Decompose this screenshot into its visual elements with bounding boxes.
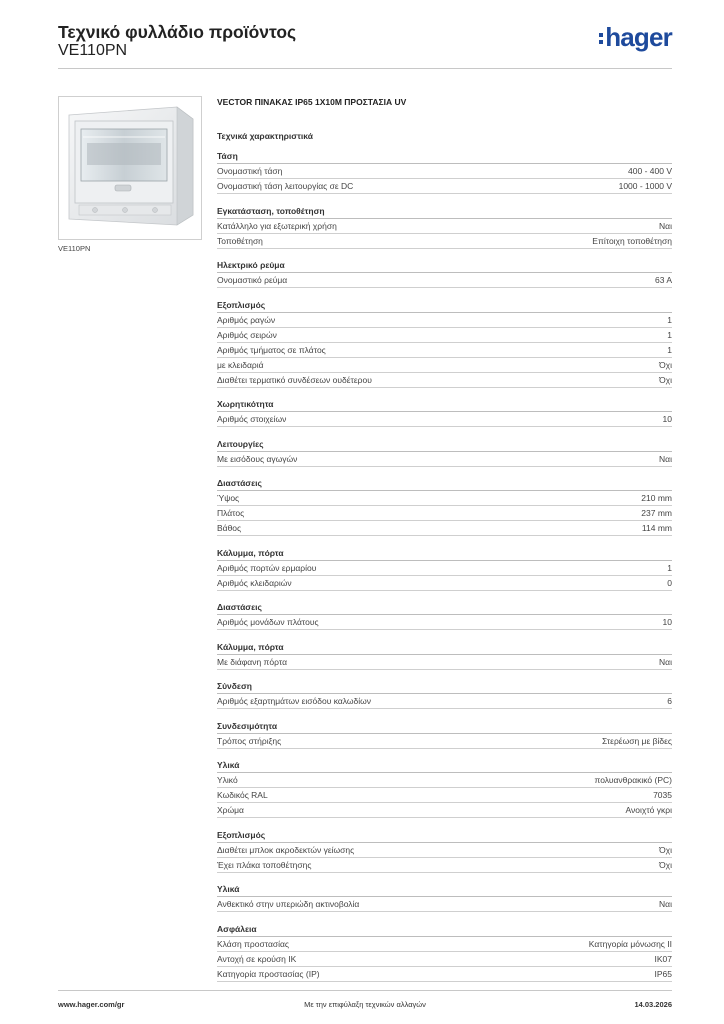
spec-value: Όχι <box>659 359 672 370</box>
spec-section <box>217 438 672 467</box>
spec-label: Πλάτος <box>217 508 245 518</box>
product-name: VECTOR ΠΙΝΑΚΑΣ IP65 1X10M ΠΡΟΣΤΑΣΙΑ UV <box>217 97 407 107</box>
spec-label: Βάθος <box>217 523 242 533</box>
section-title: Εξοπλισμός <box>217 299 672 313</box>
spec-label: Υλικό <box>217 775 238 785</box>
spec-label: Τοποθέτηση <box>217 235 263 246</box>
spec-row <box>217 358 672 373</box>
spec-value: 1000 - 1000 V <box>618 181 672 191</box>
spec-value: Όχι <box>659 374 672 385</box>
spec-section <box>217 477 672 536</box>
spec-value: IP65 <box>654 968 672 979</box>
spec-row <box>217 521 672 536</box>
spec-label: Ονομαστική τάση <box>217 166 283 176</box>
spec-row <box>217 788 672 803</box>
spec-row <box>217 373 672 388</box>
hager-logo <box>599 24 672 54</box>
section-title: Ηλεκτρικό ρεύμα <box>217 259 672 273</box>
spec-value: Στερέωση με βίδες <box>601 735 672 746</box>
section-title: Λειτουργίες <box>217 438 672 452</box>
product-datasheet <box>217 96 672 982</box>
spec-label: Ονομαστική τάση λειτουργίας σε DC <box>217 181 354 191</box>
spec-row <box>217 412 672 427</box>
spec-value: 1 <box>667 329 672 340</box>
spec-value: 1 <box>667 314 672 325</box>
spec-value: 114 mm <box>641 523 672 533</box>
page-header <box>58 20 672 69</box>
spec-value: Όχι <box>659 844 672 855</box>
spec-value: 400 - 400 V <box>628 166 672 176</box>
product-image <box>58 96 202 240</box>
spec-label: Κλάση προστασίας <box>217 938 290 949</box>
spec-label: Αριθμός στοιχείων <box>217 414 287 424</box>
spec-label: Με διάφανη πόρτα <box>217 656 287 667</box>
spec-value: 1 <box>667 562 672 573</box>
spec-section <box>217 259 672 288</box>
spec-row <box>217 219 672 234</box>
section-title: Κάλυμμα, πόρτα <box>217 547 672 561</box>
spec-row <box>217 491 672 506</box>
spec-label: Χρώμα <box>217 805 244 815</box>
spec-value: 10 <box>662 414 672 424</box>
section-title: Υλικά <box>217 883 672 897</box>
spec-row <box>217 561 672 576</box>
spec-sections <box>217 150 672 982</box>
spec-row <box>217 967 672 982</box>
spec-row <box>217 576 672 591</box>
spec-section <box>217 829 672 873</box>
spec-label: Κατηγορία προστασίας (IP) <box>217 968 320 979</box>
spec-row <box>217 937 672 952</box>
spec-row <box>217 843 672 858</box>
spec-row <box>217 734 672 749</box>
document-title: Τεχνικό φυλλάδιο προϊόντος <box>58 22 297 42</box>
spec-label: Ονομαστικό ρεύμα <box>217 275 288 285</box>
section-title: Εγκατάσταση, τοποθέτηση <box>217 205 672 219</box>
spec-value: Ναι <box>659 220 672 231</box>
spec-label: Ύψος <box>217 493 240 503</box>
spec-section <box>217 680 672 709</box>
section-title: Κάλυμμα, πόρτα <box>217 641 672 655</box>
spec-value: πολυανθρακικό (PC) <box>594 775 672 785</box>
spec-value: Ναι <box>659 453 672 464</box>
spec-row <box>217 506 672 521</box>
section-title: Χωρητικότητα <box>217 398 672 412</box>
section-title: Σύνδεση <box>217 680 672 694</box>
specs-heading: Τεχνικά χαρακτηριστικά <box>217 131 313 141</box>
logo-mark-icon <box>599 33 603 44</box>
spec-label: Αριθμός πορτών ερμαρίου <box>217 562 317 573</box>
footer-date: 14.03.2026 <box>634 1000 672 1009</box>
footer-notice: Με την επιφύλαξη τεχνικών αλλαγών <box>304 1000 426 1009</box>
enclosure-illustration <box>59 97 201 239</box>
spec-row <box>217 313 672 328</box>
spec-value: 1 <box>667 344 672 355</box>
spec-row <box>217 164 672 179</box>
page-footer <box>58 990 672 1009</box>
spec-value: 7035 <box>653 790 672 800</box>
spec-row <box>217 615 672 630</box>
spec-row <box>217 328 672 343</box>
spec-row <box>217 273 672 288</box>
spec-label: Διαθέτει τερματικό συνδέσεων ουδέτερου <box>217 374 372 385</box>
product-code: VE110PN <box>58 42 128 59</box>
spec-row <box>217 858 672 873</box>
spec-value: 6 <box>667 696 672 706</box>
section-title: Υλικά <box>217 759 672 773</box>
spec-label: Κατάλληλο για εξωτερική χρήση <box>217 220 337 231</box>
spec-row <box>217 234 672 249</box>
spec-section <box>217 720 672 749</box>
section-title: Εξοπλισμός <box>217 829 672 843</box>
spec-label: Έχει πλάκα τοποθέτησης <box>217 859 312 870</box>
spec-value: 210 mm <box>641 493 672 503</box>
spec-label: Τρόπος στήριξης <box>217 735 282 746</box>
section-title: Διαστάσεις <box>217 477 672 491</box>
spec-section <box>217 398 672 427</box>
spec-value: Ναι <box>659 656 672 667</box>
spec-label: Κωδικός RAL <box>217 790 268 800</box>
spec-row <box>217 452 672 467</box>
image-caption: VE110PN <box>58 244 91 253</box>
spec-section <box>217 547 672 591</box>
spec-value: Ανοιχτό γκρι <box>625 805 672 815</box>
spec-label: Αριθμός τμήματος σε πλάτος <box>217 344 326 355</box>
spec-value: Κατηγορία μόνωσης II <box>588 938 672 949</box>
spec-value: 10 <box>662 617 672 627</box>
spec-section <box>217 601 672 630</box>
spec-row <box>217 773 672 788</box>
spec-label: Ανθεκτικό στην υπεριώδη ακτινοβολία <box>217 899 360 909</box>
spec-value: Όχι <box>659 859 672 870</box>
spec-value: IK07 <box>654 953 672 964</box>
spec-section <box>217 883 672 912</box>
section-title: Ασφάλεια <box>217 923 672 937</box>
spec-section <box>217 150 672 194</box>
spec-value: 63 A <box>654 275 672 285</box>
spec-row <box>217 655 672 670</box>
spec-label: Αριθμός ραγών <box>217 314 276 325</box>
spec-value: Ναι <box>659 899 672 909</box>
spec-section <box>217 641 672 670</box>
spec-label: Διαθέτει μπλοκ ακροδεκτών γείωσης <box>217 844 355 855</box>
section-title: Συνδεσιμότητα <box>217 720 672 734</box>
spec-label: Αντοχή σε κρούση IK <box>217 953 297 964</box>
logo-wordmark: hager <box>605 22 672 52</box>
spec-label: Με εισόδους αγωγών <box>217 453 298 464</box>
spec-label: με κλειδαριά <box>217 359 264 370</box>
spec-label: Αριθμός μονάδων πλάτους <box>217 617 319 627</box>
spec-row <box>217 343 672 358</box>
spec-value: Επίτοιχη τοποθέτηση <box>592 235 672 246</box>
spec-value: 237 mm <box>641 508 672 518</box>
spec-row <box>217 952 672 967</box>
spec-label: Αριθμός κλειδαριών <box>217 577 292 588</box>
spec-row <box>217 694 672 709</box>
spec-label: Αριθμός εξαρτημάτων εισόδου καλωδίων <box>217 696 372 706</box>
spec-value: 0 <box>667 577 672 588</box>
spec-row <box>217 897 672 912</box>
spec-section <box>217 759 672 818</box>
spec-row <box>217 803 672 818</box>
spec-row <box>217 179 672 194</box>
spec-section <box>217 205 672 249</box>
section-title: Διαστάσεις <box>217 601 672 615</box>
section-title: Τάση <box>217 150 672 164</box>
spec-label: Αριθμός σειρών <box>217 329 277 340</box>
spec-section <box>217 923 672 982</box>
spec-section <box>217 299 672 388</box>
footer-website: www.hager.com/gr <box>58 1000 125 1009</box>
